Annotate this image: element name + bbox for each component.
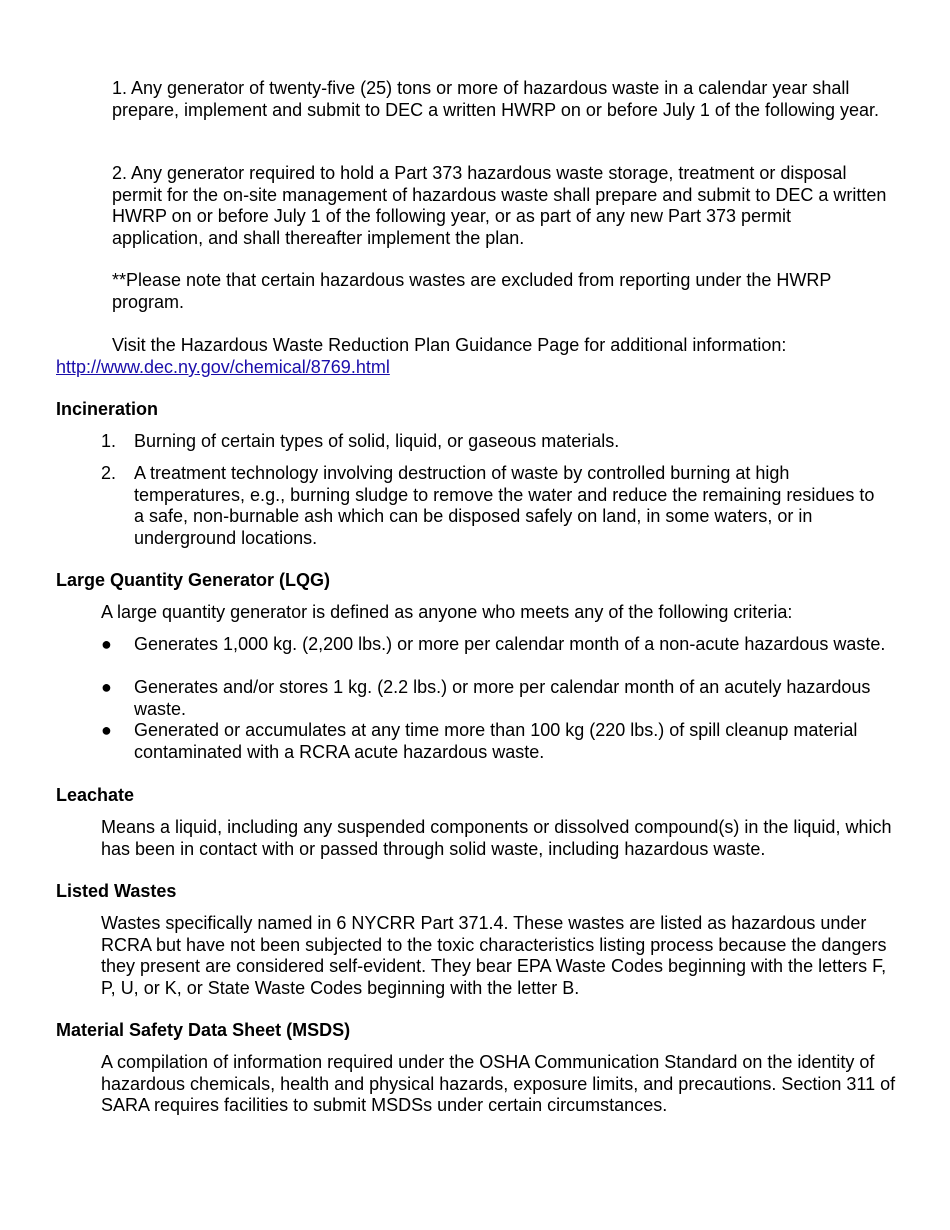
msds-definition: A compilation of information required under the OSHA Communication Standard on the identity of hazardous chemicals, health and physical hazards, exposure limits, and precautions. Section 311 of SARA requires facilities to submit MSDSs under certain circumstances. bbox=[101, 1052, 896, 1115]
list-number: 2. bbox=[101, 463, 117, 483]
msds-heading: Material Safety Data Sheet (MSDS) bbox=[56, 1020, 351, 1040]
list-item-text: Burning of certain types of solid, liquid, or gaseous materials. bbox=[134, 431, 620, 451]
bullet-icon: ● bbox=[101, 634, 112, 654]
bullet-icon: ● bbox=[101, 720, 112, 740]
listed-wastes-definition: Wastes specifically named in 6 NYCRR Part 371.4. These wastes are listed as hazardous under RCRA but have not been subjected to the toxic characteristics listing process because the dangers they present are considered self-evident. They bear EPA Waste Codes beginning with the letters F, P, U, or K, or State Waste Codes beginning with the letter B. bbox=[101, 913, 887, 998]
leachate-heading: Leachate bbox=[56, 785, 135, 805]
hwrp-guidance-link[interactable]: http://www.dec.ny.gov/chemical/8769.html bbox=[56, 357, 390, 377]
hwrp-criteria-2: 2. Any generator required to hold a Part 373 hazardous waste storage, treatment or disposal permit for the on-site management of hazardous waste shall prepare and submit to DEC a written HWRP on or before July 1 of the following year, or as part of any new Part 373 permit application, and shall thereafter implement the plan. bbox=[112, 163, 887, 248]
list-item-text: Generates 1,000 kg. (2,200 lbs.) or more per calendar month of a non-acute hazardous waste. bbox=[134, 634, 886, 654]
lqg-intro: A large quantity generator is defined as anyone who meets any of the following criteria: bbox=[101, 602, 793, 622]
list-item-text: A treatment technology involving destruction of waste by controlled burning at high temperatures, e.g., burning sludge to remove the water and reduce the remaining residues to a safe, non-burnable ash which can be disposed safely on land, in some waters, or in underground locations. bbox=[134, 463, 875, 548]
listed-wastes-heading: Listed Wastes bbox=[56, 881, 177, 901]
hwrp-criteria-1: 1. Any generator of twenty-five (25) tons or more of hazardous waste in a calendar year shall prepare, implement and submit to DEC a written HWRP on or before July 1 of the following year. bbox=[112, 78, 880, 120]
list-item-text: Generated or accumulates at any time more than 100 kg (220 lbs.) of spill cleanup material contaminated with a RCRA acute hazardous waste. bbox=[134, 720, 858, 762]
hwrp-guidance-text: Visit the Hazardous Waste Reduction Plan Guidance Page for additional information: bbox=[112, 335, 787, 355]
leachate-definition: Means a liquid, including any suspended components or dissolved compound(s) in the liquid, which has been in contact with or passed through solid waste, including hazardous waste. bbox=[101, 817, 892, 859]
lqg-heading: Large Quantity Generator (LQG) bbox=[56, 570, 331, 590]
bullet-icon: ● bbox=[101, 677, 112, 697]
hwrp-exclusion-note: **Please note that certain hazardous wastes are excluded from reporting under the HWRP program. bbox=[112, 270, 832, 312]
incineration-heading: Incineration bbox=[56, 399, 159, 419]
list-item-text: Generates and/or stores 1 kg. (2.2 lbs.) or more per calendar month of an acutely hazardous waste. bbox=[134, 677, 871, 719]
list-number: 1. bbox=[101, 431, 117, 451]
